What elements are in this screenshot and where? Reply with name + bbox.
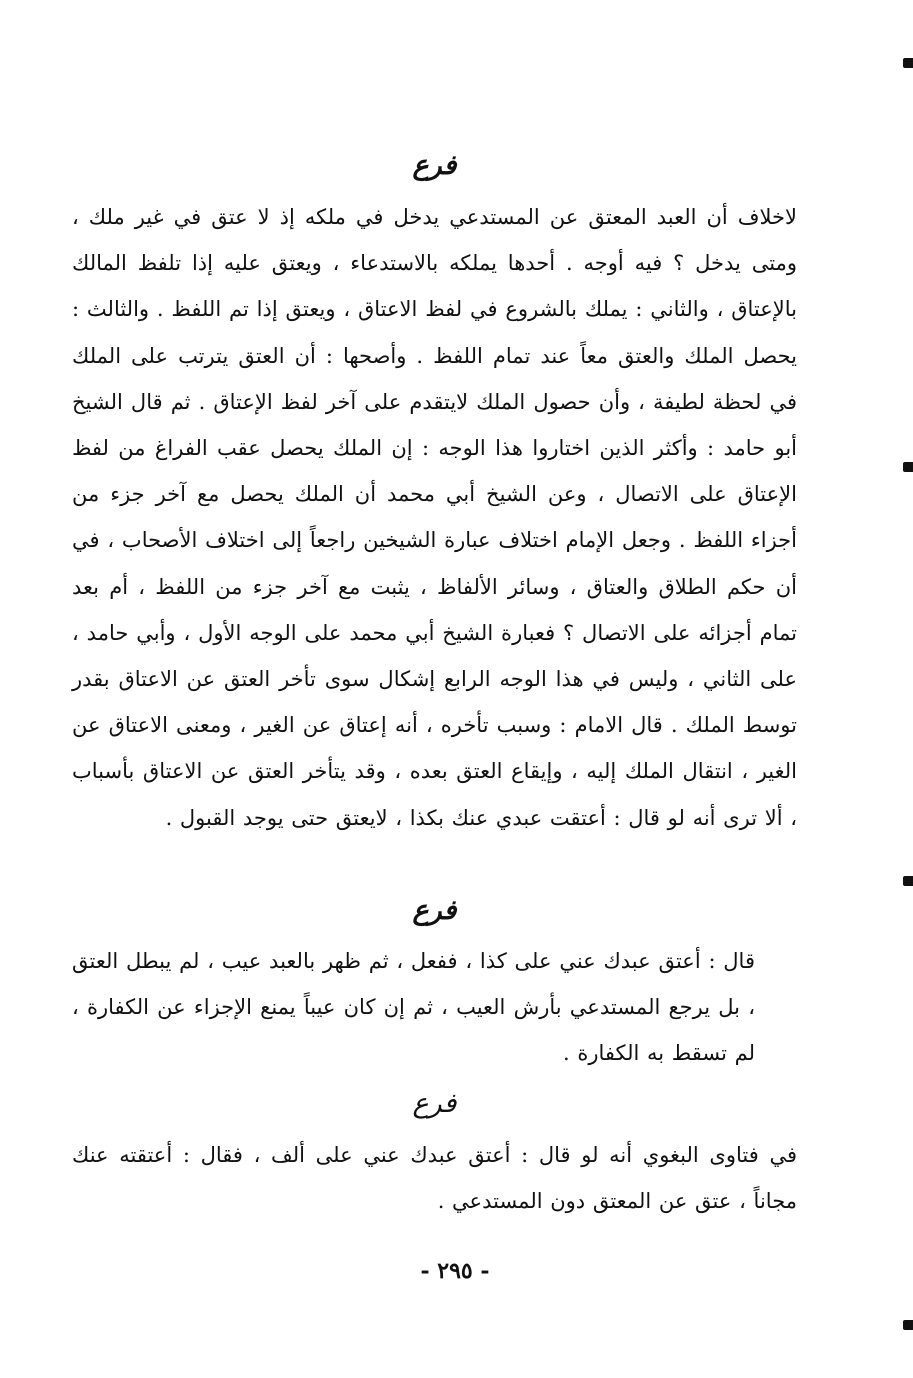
section-body-2: قال : أعتق عبدك عني على كذا ، ففعل ، ثم ظهر بالعبد عيب ، لم يبطل العتق ، بل يرجع المستدعي بأرش العيب ، ثم إن كان عيباً يمنع الإجزاء عن الكفارة ، لم تسقط به الكفارة . bbox=[72, 949, 755, 1066]
scan-edge-mark bbox=[903, 58, 913, 68]
scan-edge-mark bbox=[903, 876, 913, 886]
section-body-3: في فتاوى البغوي أنه لو قال : أعتق عبدك عني على ألف ، فقال : أعتقته عنك مجاناً ، عتق عن المعتق دون المستدعي . bbox=[72, 1143, 797, 1214]
section-body-1: لاخلاف أن العبد المعتق عن المستدعي يدخل في ملكه إذ لا عتق في غير ملك ، ومتى يدخل ؟ فيه أوجه . أحدها يملكه بالاستدعاء ، ويعتق عليه إذا تلفظ المالك بالإعتاق ، والثاني : يملك بالشروع في لفظ الاعتاق ، ويعتق إذا تم اللفظ . والثالث : يحصل الملك والعتق معاً عند تمام اللفظ . وأصحها : أن العتق يترتب على الملك في لحظة لطيفة ، وأن حصول الملك لايتقدم على آخر لفظ الإعتاق . ثم قال الشيخ أبو حامد : وأكثر الذين اختاروا هذا الوجه : إن الملك يحصل عقب الفراغ من لفظ الإعتاق على الاتصال ، وعن الشيخ أبي محمد أن الملك يحصل مع آخر جزء من أجزاء اللفظ . وجعل الإمام اختلاف عبارة الشيخين راجعاً إلى اختلاف الأصحاب ، في أن حكم الطلاق والعتاق ، وسائر الألفاظ ، يثبت مع آخر جزء من اللفظ ، أم بعد تمام أجزائه على الاتصال ؟ فعبارة الشيخ أبي محمد على الوجه الأول ، وأبي حامد ، على الثاني ، وليس في هذا الوجه الرابع إشكال سوى تأخر العتق عن الاعتاق بقدر توسط الملك . قال الامام : وسبب تأخره ، أنه إعتاق عن الغير ، ومعنى الاعتاق عن الغير ، انتقال الملك إليه ، وإيقاع العتق بعده ، وقد يتأخر العتق عن الاعتاق بأسباب ، ألا ترى أنه لو قال : أعتقت عبدي عنك بكذا ، لايعتق حتى يوجد القبول . bbox=[72, 205, 797, 830]
section-heading-3: فرع bbox=[412, 1088, 457, 1119]
page-number: - ٢٩٥ - bbox=[420, 1258, 490, 1284]
section-heading-2: فرع bbox=[412, 895, 457, 926]
section-heading-1: فرع bbox=[412, 150, 457, 181]
scan-edge-mark bbox=[903, 1320, 913, 1330]
scan-edge-mark bbox=[903, 462, 913, 472]
